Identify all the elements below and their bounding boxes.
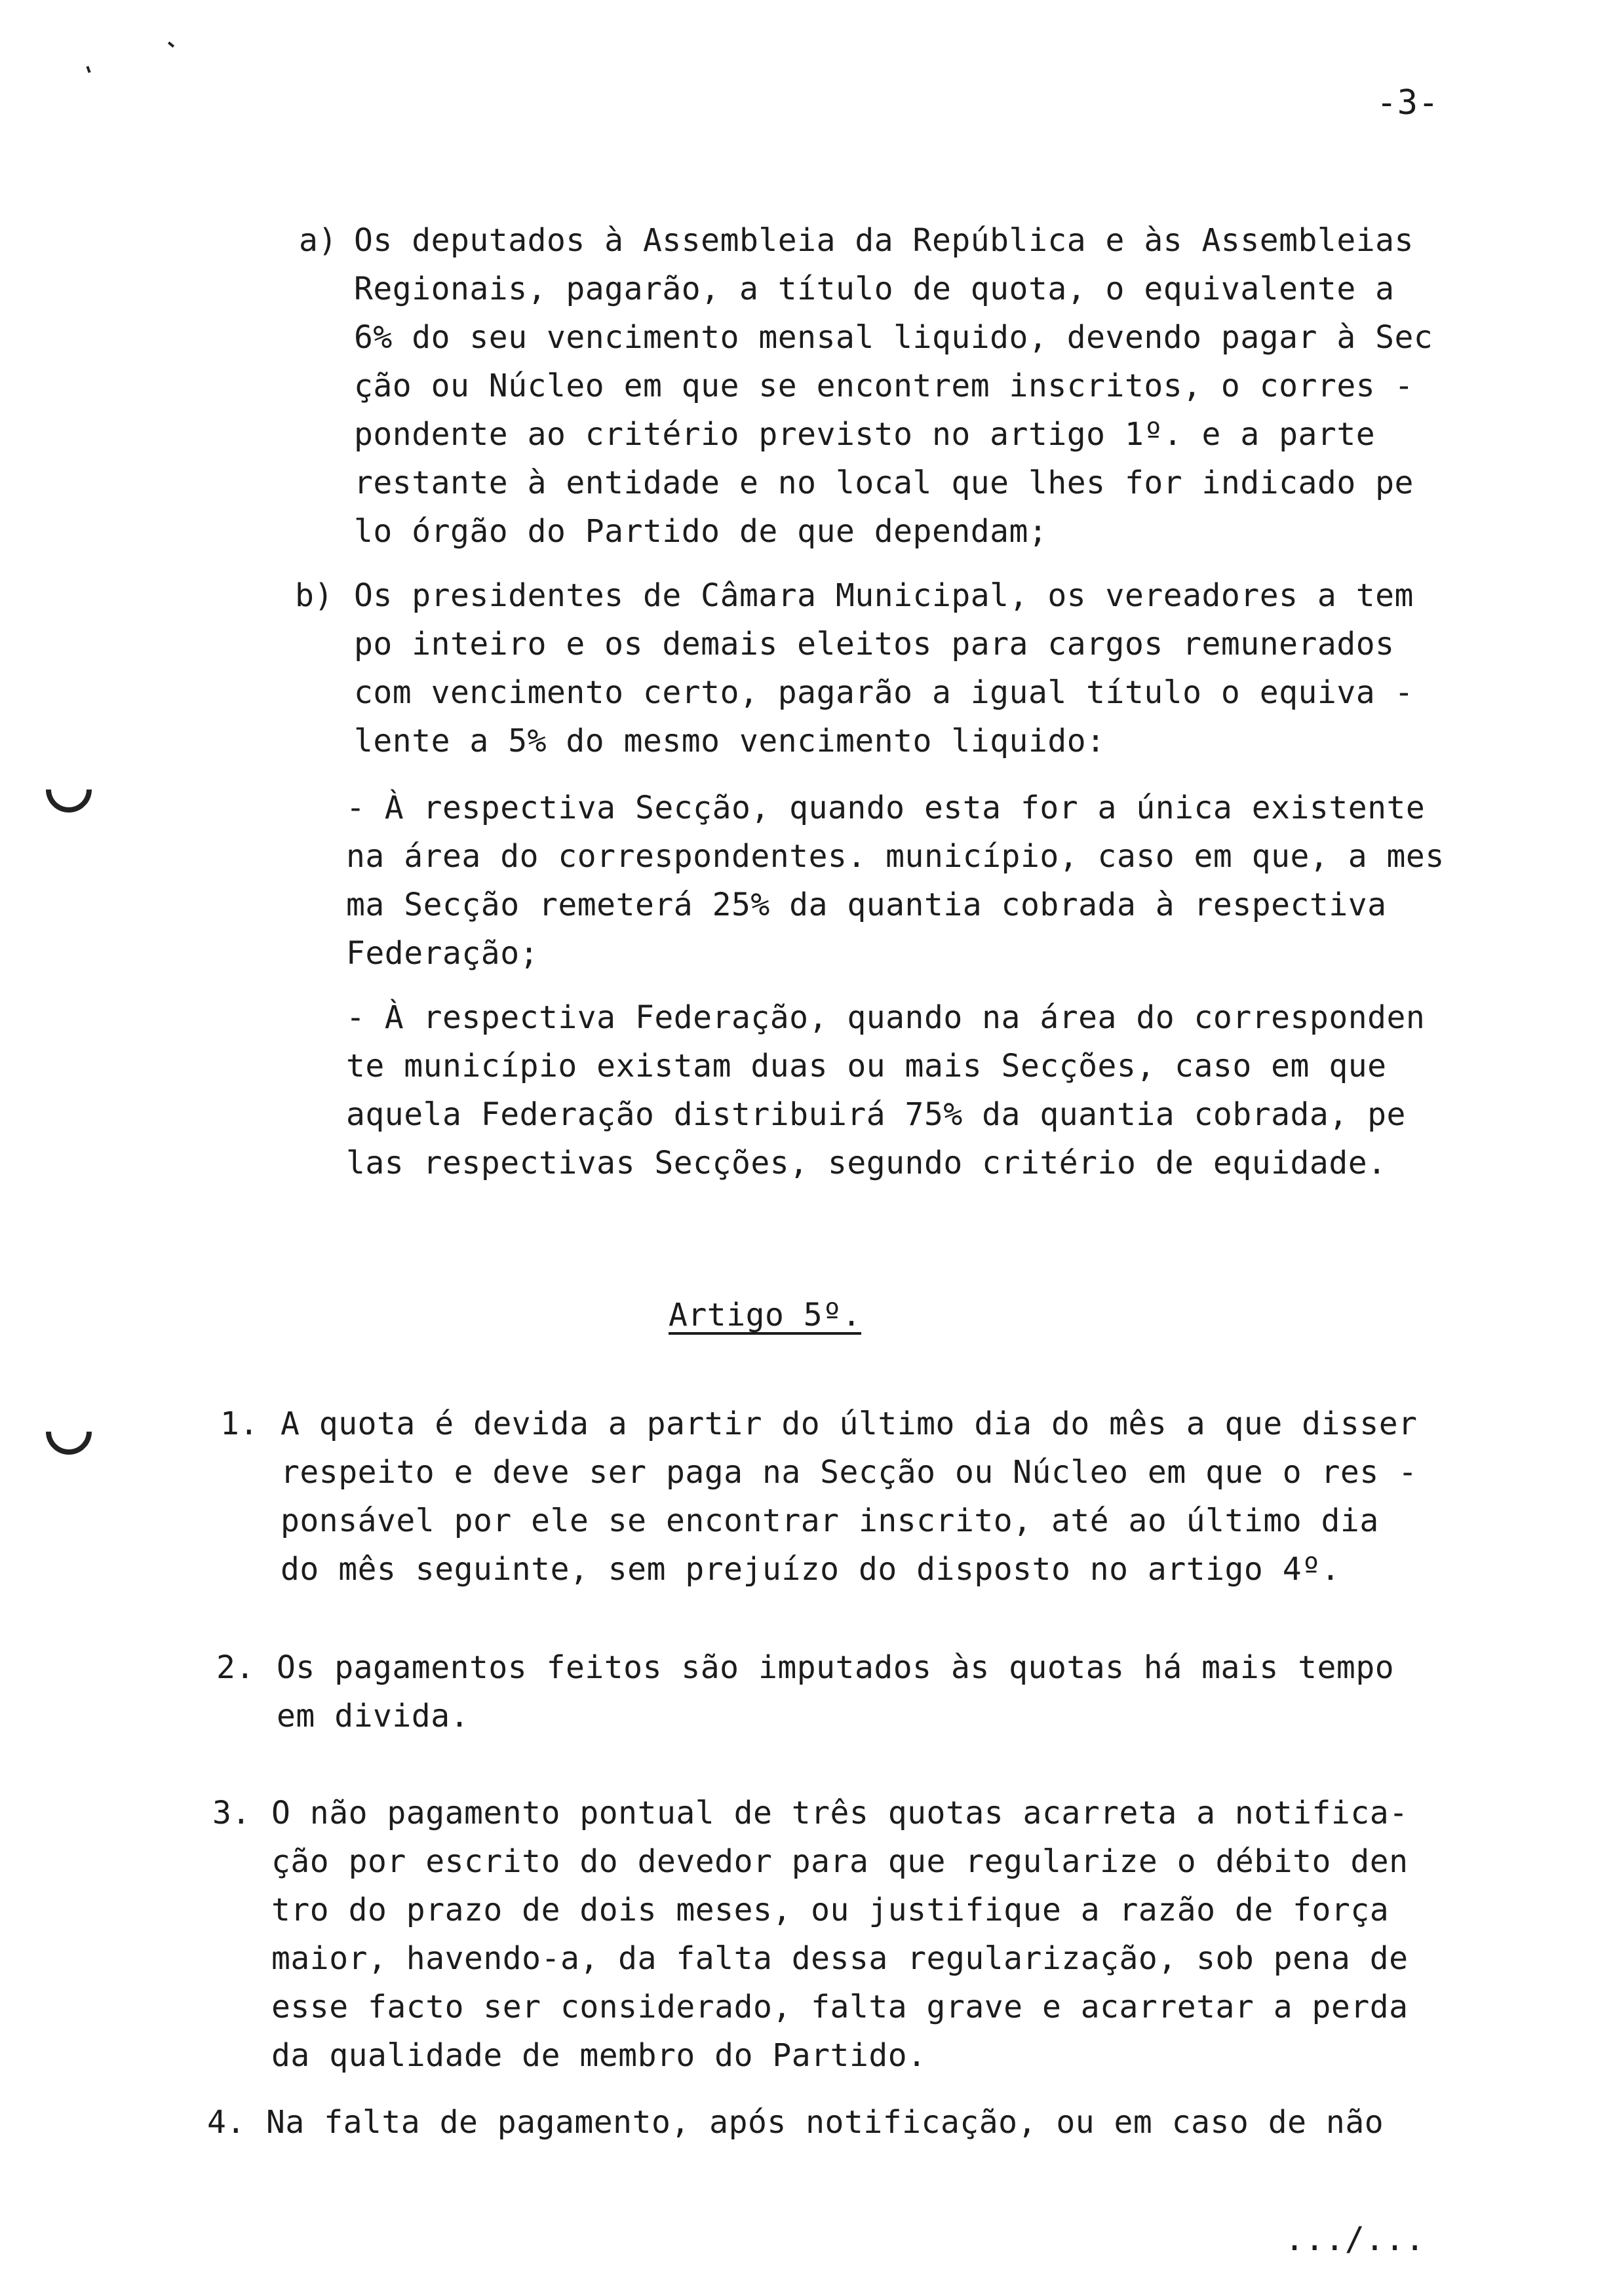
text-line: - À respectiva Federação, quando na área do corresponden [346, 999, 1426, 1036]
text-line: ção ou Núcleo em que se encontrem inscritos, o corres - [354, 368, 1414, 404]
paragraph-label: b) [295, 577, 334, 614]
text-line: Os presidentes de Câmara Municipal, os vereadores a tem [354, 577, 1414, 614]
text-line: ma Secção remeterá 25% da quantia cobrada à respectiva [346, 887, 1387, 923]
text-line: tro do prazo de dois meses, ou justifique a razão de força [271, 1892, 1390, 1928]
text-line: ção por escrito do devedor para que regularize o débito den [271, 1843, 1409, 1880]
text-line: lente a 5% do mesmo vencimento liquido: [354, 723, 1106, 759]
binder-hole-mark [37, 757, 102, 822]
text-line: com vencimento certo, pagarão a igual título o equiva - [354, 674, 1414, 711]
text-line: Regionais, pagarão, a título de quota, o equivalente a [354, 271, 1395, 307]
continuation-marker: .../... [1285, 2220, 1426, 2258]
paragraph-label: a) [299, 222, 338, 259]
text-line: ponsável por ele se encontrar inscrito, até ao último dia [281, 1502, 1379, 1539]
binder-hole-mark [37, 1400, 102, 1464]
text-line: - À respectiva Secção, quando esta for a única existente [346, 790, 1426, 826]
item-number: 4. [207, 2104, 246, 2141]
text-line: aquela Federação distribuirá 75% da quantia cobrada, pe [346, 1096, 1406, 1133]
item-number: 1. [220, 1406, 259, 1442]
text-line: O não pagamento pontual de três quotas acarreta a notifica- [271, 1795, 1409, 1831]
text-line: pondente ao critério previsto no artigo 1º. e a parte [354, 416, 1376, 453]
text-line: Os deputados à Assembleia da República e às Assembleias [354, 222, 1414, 259]
text-line: Federação; [346, 935, 539, 972]
text-line: restante à entidade e no local que lhes for indicado pe [354, 465, 1414, 501]
page-number: -3- [1376, 83, 1439, 123]
text-line: te município existam duas ou mais Secções, caso em que [346, 1048, 1387, 1084]
text-line: do mês seguinte, sem prejuízo do disposto no artigo 4º. [281, 1551, 1340, 1588]
article-heading: Artigo 5º. [669, 1297, 861, 1333]
text-line: respeito e deve ser paga na Secção ou Núcleo em que o res - [281, 1454, 1418, 1491]
scan-mark [168, 41, 174, 47]
text-line: A quota é devida a partir do último dia do mês a que disser [281, 1406, 1418, 1442]
text-line: maior, havendo-a, da falta dessa regularização, sob pena de [271, 1940, 1409, 1977]
text-line: em divida. [277, 1698, 469, 1734]
text-line: lo órgão do Partido de que dependam; [354, 513, 1048, 550]
item-number: 3. [212, 1795, 251, 1831]
item-number: 2. [216, 1649, 255, 1686]
text-line: Os pagamentos feitos são imputados às quotas há mais tempo [277, 1649, 1395, 1686]
text-line: po inteiro e os demais eleitos para cargos remunerados [354, 626, 1395, 662]
sub-paragraph-seccao [346, 784, 1445, 978]
text-line: 6% do seu vencimento mensal liquido, devendo pagar à Sec [354, 319, 1433, 356]
scan-mark [86, 66, 90, 73]
text-line: na área do correspondentes. município, caso em que, a mes [346, 838, 1445, 875]
text-line: esse facto ser considerado, falta grave e acarretar a perda [271, 1989, 1409, 2025]
text-line: Na falta de pagamento, após notificação, ou em caso de não [266, 2104, 1384, 2141]
sub-paragraph-federacao [346, 993, 1425, 1187]
text-line: las respectivas Secções, segundo critério de equidade. [346, 1145, 1387, 1181]
text-line: da qualidade de membro do Partido. [271, 2037, 927, 2074]
